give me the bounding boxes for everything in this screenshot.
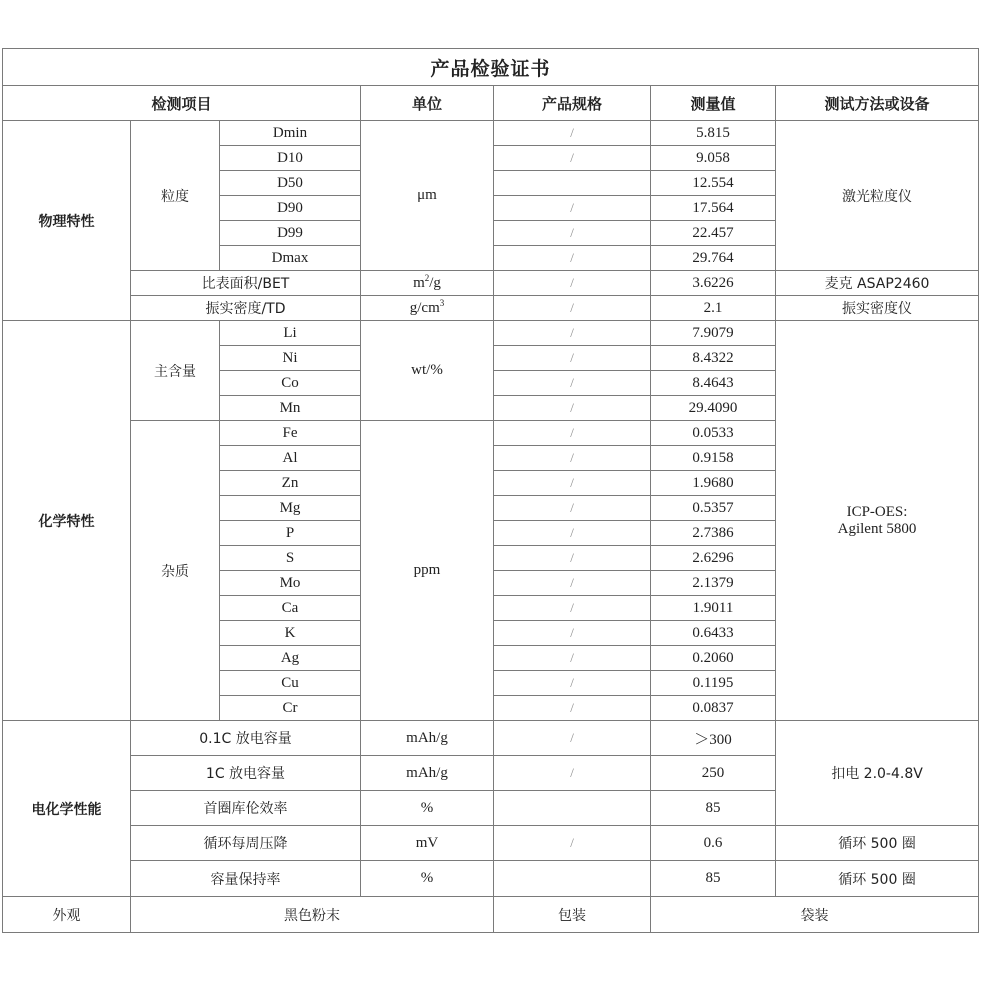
- method-line: ICP-OES:: [846, 503, 908, 520]
- item-name: Al: [220, 446, 361, 471]
- main-content-label: 主含量: [131, 321, 220, 421]
- header-unit: 单位: [361, 86, 494, 121]
- spec-cell: /: [494, 471, 651, 496]
- item-name: Ni: [220, 346, 361, 371]
- value-cell: 0.0533: [651, 421, 776, 446]
- value-cell: 9.058: [651, 146, 776, 171]
- value-cell: 0.0837: [651, 696, 776, 721]
- value-cell: 5.815: [651, 121, 776, 146]
- header-method: 测试方法或设备: [776, 86, 979, 121]
- spec-cell: /: [494, 496, 651, 521]
- method-cell: [776, 321, 979, 721]
- method-cell: 循环 500 圈: [776, 826, 979, 861]
- item-name: Li: [220, 321, 361, 346]
- value-cell: 3.6226: [651, 271, 776, 296]
- method-cell: 激光粒度仪: [776, 121, 979, 271]
- item-name: Mo: [220, 571, 361, 596]
- spec-cell: /: [494, 446, 651, 471]
- value-cell: 0.2060: [651, 646, 776, 671]
- item-name: Co: [220, 371, 361, 396]
- value-cell: 1.9680: [651, 471, 776, 496]
- spec-cell: /: [494, 546, 651, 571]
- value-cell: 8.4322: [651, 346, 776, 371]
- spec-cell: [494, 171, 651, 196]
- item-name: Dmin: [220, 121, 361, 146]
- value-cell: 0.5357: [651, 496, 776, 521]
- item-name: 1C 放电容量: [131, 756, 361, 791]
- item-name: 振实密度/TD: [131, 296, 361, 321]
- method-cell: 扣电 2.0-4.8V: [776, 721, 979, 826]
- unit-cell: [361, 271, 494, 296]
- unit-cell: μm: [361, 121, 494, 271]
- method-line: Agilent 5800: [837, 520, 917, 537]
- value-cell: 0.6433: [651, 621, 776, 646]
- unit-exp: 2: [424, 272, 430, 283]
- item-name: 循环每周压降: [131, 826, 361, 861]
- item-name: Mg: [220, 496, 361, 521]
- category-chemical: 化学特性: [3, 321, 131, 721]
- spec-cell: /: [494, 246, 651, 271]
- item-name: Ag: [220, 646, 361, 671]
- value-cell: 250: [651, 756, 776, 791]
- value-cell: 17.564: [651, 196, 776, 221]
- value-cell: 29.764: [651, 246, 776, 271]
- unit-base: m: [413, 274, 425, 291]
- unit-cell: [361, 296, 494, 321]
- item-name: Cu: [220, 671, 361, 696]
- item-name: 首圈库伦效率: [131, 791, 361, 826]
- spec-cell: [494, 791, 651, 826]
- header-value: 测量值: [651, 86, 776, 121]
- spec-cell: /: [494, 826, 651, 861]
- unit-base: g/cm: [409, 299, 440, 316]
- spec-cell: /: [494, 296, 651, 321]
- item-name: Zn: [220, 471, 361, 496]
- item-name: Mn: [220, 396, 361, 421]
- item-name: 容量保持率: [131, 861, 361, 897]
- category-electrochemical: 电化学性能: [3, 721, 131, 897]
- unit-tail: /g: [429, 274, 441, 291]
- spec-cell: /: [494, 396, 651, 421]
- spec-cell: /: [494, 646, 651, 671]
- spec-cell: /: [494, 721, 651, 756]
- spec-cell: /: [494, 696, 651, 721]
- spec-cell: /: [494, 571, 651, 596]
- method-cell: 麦克 ASAP2460: [776, 271, 979, 296]
- method-cell: 循环 500 圈: [776, 861, 979, 897]
- unit-cell: %: [361, 791, 494, 826]
- header-spec: 产品规格: [494, 86, 651, 121]
- value-cell: 29.4090: [651, 396, 776, 421]
- unit-exp: 3: [439, 297, 445, 308]
- spec-cell: /: [494, 196, 651, 221]
- packaging-value: 袋装: [651, 897, 979, 933]
- unit-cell: wt/%: [361, 321, 494, 421]
- item-name: D99: [220, 221, 361, 246]
- unit-cell: mAh/g: [361, 721, 494, 756]
- value-cell: 12.554: [651, 171, 776, 196]
- item-name: 0.1C 放电容量: [131, 721, 361, 756]
- value-cell: 0.6: [651, 826, 776, 861]
- value-cell: 7.9079: [651, 321, 776, 346]
- item-name: D50: [220, 171, 361, 196]
- item-name: Dmax: [220, 246, 361, 271]
- header-item: 检测项目: [3, 86, 361, 121]
- inspection-certificate-table: [2, 48, 979, 933]
- spec-cell: /: [494, 321, 651, 346]
- particle-size-label: 粒度: [131, 121, 220, 271]
- value-cell: 85: [651, 861, 776, 897]
- value-cell: 85: [651, 791, 776, 826]
- packaging-label: 包装: [494, 897, 651, 933]
- spec-cell: /: [494, 521, 651, 546]
- value-cell: 8.4643: [651, 371, 776, 396]
- value-cell: 0.1195: [651, 671, 776, 696]
- item-name: S: [220, 546, 361, 571]
- value-cell: 2.7386: [651, 521, 776, 546]
- spec-cell: /: [494, 221, 651, 246]
- spec-cell: /: [494, 596, 651, 621]
- value-cell: 2.6296: [651, 546, 776, 571]
- item-name: D90: [220, 196, 361, 221]
- spec-cell: /: [494, 346, 651, 371]
- spec-cell: /: [494, 671, 651, 696]
- spec-cell: /: [494, 271, 651, 296]
- unit-cell: mV: [361, 826, 494, 861]
- appearance-value: 黑色粉末: [131, 897, 494, 933]
- item-name: K: [220, 621, 361, 646]
- spec-cell: /: [494, 121, 651, 146]
- unit-cell: ppm: [361, 421, 494, 721]
- category-physical: 物理特性: [3, 121, 131, 321]
- spec-cell: /: [494, 621, 651, 646]
- item-name: Ca: [220, 596, 361, 621]
- spec-cell: /: [494, 421, 651, 446]
- spec-cell: /: [494, 371, 651, 396]
- item-name: P: [220, 521, 361, 546]
- value-cell: 22.457: [651, 221, 776, 246]
- value-cell: 2.1379: [651, 571, 776, 596]
- method-cell: 振实密度仪: [776, 296, 979, 321]
- value-cell: 2.1: [651, 296, 776, 321]
- certificate-title: 产品检验证书: [3, 49, 979, 86]
- item-name: Fe: [220, 421, 361, 446]
- item-name: Cr: [220, 696, 361, 721]
- value-cell: ＞300: [651, 721, 776, 756]
- spec-cell: /: [494, 146, 651, 171]
- spec-cell: /: [494, 756, 651, 791]
- value-cell: 1.9011: [651, 596, 776, 621]
- value-cell: 0.9158: [651, 446, 776, 471]
- unit-cell: mAh/g: [361, 756, 494, 791]
- item-name: D10: [220, 146, 361, 171]
- impurity-label: 杂质: [131, 421, 220, 721]
- unit-cell: %: [361, 861, 494, 897]
- appearance-label: 外观: [3, 897, 131, 933]
- item-name: 比表面积/BET: [131, 271, 361, 296]
- spec-cell: [494, 861, 651, 897]
